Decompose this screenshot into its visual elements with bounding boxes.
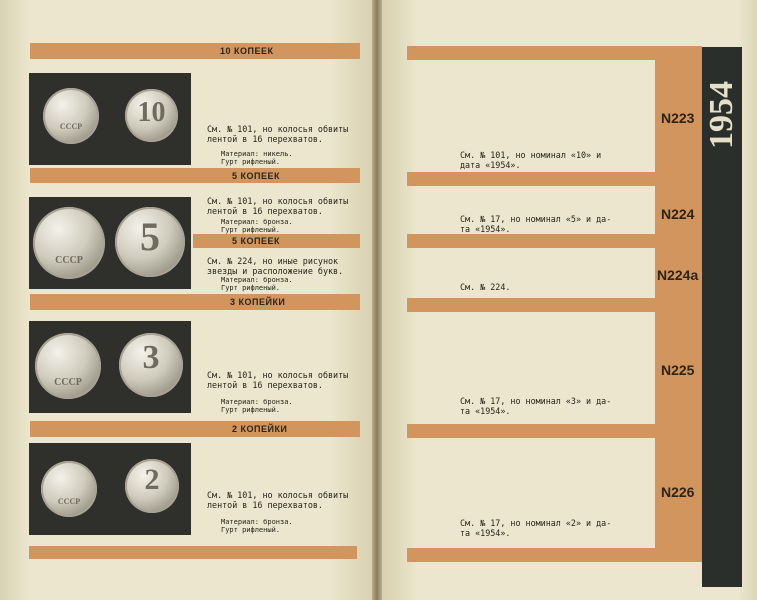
coin-obverse-5-kopecks: СССР bbox=[33, 207, 105, 279]
description-2-kopecks: См. № 101, но колосья обвиты лентой в 16 перехватов. bbox=[207, 490, 349, 510]
section-title-2-kopecks: 2 КОПЕЙКИ bbox=[232, 424, 288, 434]
description-10-kopecks: См. № 101, но колосья обвиты лентой в 16 перехватов. bbox=[207, 124, 349, 144]
description-5-kopecks-variant: См. № 224, но иные рисунок звезды и расположение букв. bbox=[207, 256, 344, 276]
section-header-bar-5-kopecks bbox=[30, 168, 360, 183]
book-spine bbox=[372, 0, 382, 600]
material-10-kopecks: Материал: никель. Гурт рифленый. bbox=[221, 150, 293, 166]
coin-photo-10-kopecks bbox=[29, 73, 191, 165]
material-5-kopecks-variant: Материал: бронза. Гурт рифленый. bbox=[221, 276, 293, 292]
section-header-bar-10-kopecks bbox=[30, 43, 360, 59]
description-3-kopecks: См. № 101, но колосья обвиты лентой в 16 перехватов. bbox=[207, 370, 349, 390]
catalog-number-n223: N223 bbox=[661, 110, 695, 126]
catalog-number-n224: N224 bbox=[661, 206, 695, 222]
coin-photo-2-kopecks bbox=[29, 443, 191, 535]
coin-reverse-5-kopecks: 5 bbox=[115, 207, 185, 277]
footer-bar-left bbox=[29, 546, 357, 559]
coin-obverse-2-kopecks: СССР bbox=[41, 461, 97, 517]
coin-obverse-3-kopecks: СССР bbox=[35, 333, 101, 399]
section-title-5-kopecks-variant: 5 КОПЕЕК bbox=[232, 236, 280, 246]
entry-description-n223: См. № 101, но номинал «10» и дата «1954». bbox=[460, 150, 602, 170]
catalog-number-n226: N226 bbox=[661, 484, 695, 500]
section-header-bar-3-kopecks bbox=[30, 294, 360, 310]
footer-bar-right bbox=[407, 548, 702, 562]
coin-obverse-10-kopecks: СССР bbox=[43, 88, 99, 144]
material-3-kopecks: Материал: бронза. Гурт рифленый. bbox=[221, 398, 293, 414]
catalog-number-n224a: N224a bbox=[657, 267, 699, 283]
coin-reverse-2-kopecks: 2 bbox=[125, 459, 179, 513]
entry-description-n225: См. № 17, но номинал «3» и да- та «1954». bbox=[460, 396, 612, 416]
entry-description-n226: См. № 17, но номинал «2» и да- та «1954». bbox=[460, 518, 612, 538]
description-5-kopecks: См. № 101, но колосья обвиты лентой в 16 перехватов. bbox=[207, 196, 349, 216]
material-5-kopecks: Материал: бронза. Гурт рифленый. bbox=[221, 218, 293, 234]
material-2-kopecks: Материал: бронза. Гурт рифленый. bbox=[221, 518, 293, 534]
divider-bar-1 bbox=[407, 172, 655, 186]
divider-bar-3 bbox=[407, 298, 655, 312]
catalog-number-n225: N225 bbox=[661, 362, 695, 378]
year-label: 1954 bbox=[703, 81, 740, 149]
coin-photo-3-kopecks bbox=[29, 321, 191, 413]
section-header-bar-2-kopecks bbox=[30, 421, 360, 437]
coin-reverse-3-kopecks: 3 bbox=[119, 333, 183, 397]
entry-description-n224: См. № 17, но номинал «5» и да- та «1954». bbox=[460, 214, 612, 234]
section-title-3-kopecks: 3 КОПЕЙКИ bbox=[230, 297, 286, 307]
section-title-5-kopecks: 5 КОПЕЕК bbox=[232, 171, 280, 181]
coin-photo-5-kopecks bbox=[29, 197, 191, 289]
divider-bar-2 bbox=[407, 234, 655, 248]
entry-description-n224a: См. № 224. bbox=[460, 282, 511, 292]
coin-reverse-10-kopecks: 10 bbox=[125, 89, 178, 142]
divider-bar-4 bbox=[407, 424, 655, 438]
section-title-10-kopecks: 10 КОПЕЕК bbox=[220, 46, 274, 56]
